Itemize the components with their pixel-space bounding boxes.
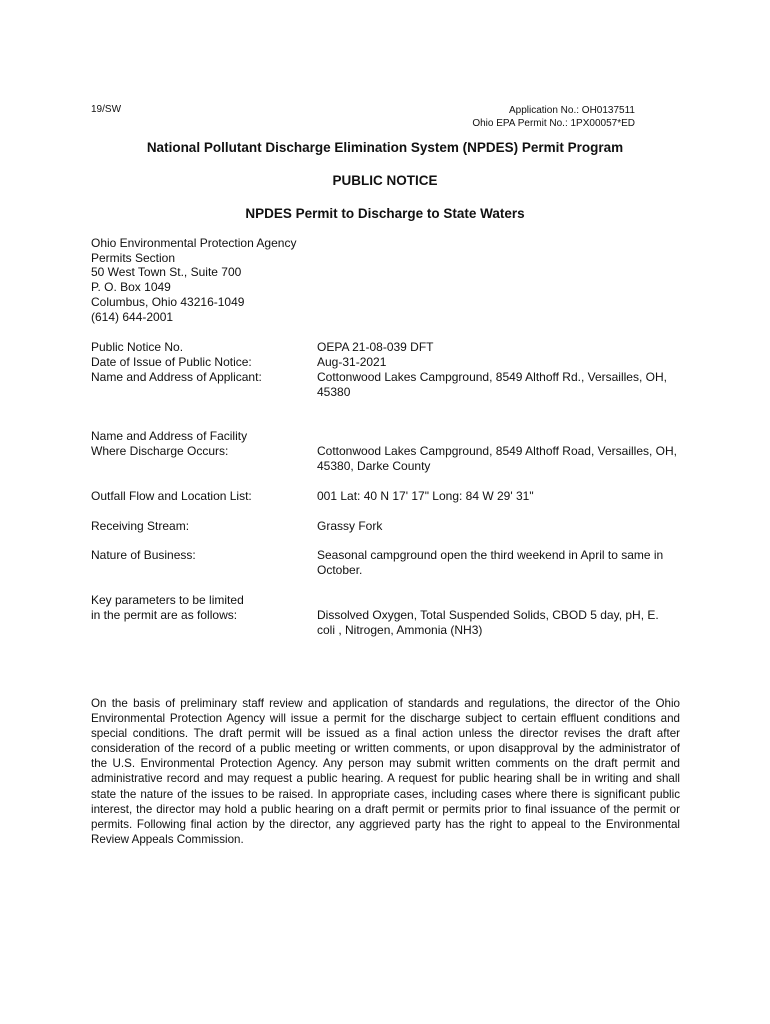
field-label: in the permit are as follows: bbox=[91, 608, 238, 622]
field-label: Name and Address of Facility bbox=[91, 429, 248, 443]
address-line: P. O. Box 1049 bbox=[91, 280, 171, 295]
address-line: Permits Section bbox=[91, 250, 176, 265]
epa-permit-number: Ohio EPA Permit No.: 1PX00057*ED bbox=[472, 118, 635, 129]
field-value: Aug-31-2021 bbox=[317, 355, 387, 369]
field-label-group bbox=[91, 429, 311, 459]
field-label: Name and Address of Applicant: bbox=[91, 370, 262, 384]
field-label: Outfall Flow and Location List: bbox=[91, 489, 252, 503]
field-label: Key parameters to be limited bbox=[91, 593, 244, 607]
field-label: Date of Issue of Public Notice: bbox=[91, 355, 252, 369]
address-line: Ohio Environmental Protection Agency bbox=[91, 236, 297, 250]
field-label: Receiving Stream: bbox=[91, 519, 190, 533]
field-value: OEPA 21-08-039 DFT bbox=[317, 340, 434, 354]
permit-identifiers bbox=[472, 104, 635, 130]
field-value: Cottonwood Lakes Campground, 8549 Althoff Rd., Versailles, OH, 45380 bbox=[317, 370, 667, 399]
field-value: Grassy Fork bbox=[317, 519, 383, 533]
field-value: 001 Lat: 40 N 17' 17" Long: 84 W 29' 31" bbox=[317, 489, 534, 503]
field-label-group bbox=[91, 593, 311, 623]
field-value: Cottonwood Lakes Campground, 8549 Althoff Road, Versailles, OH, 45380, Darke County bbox=[317, 444, 677, 473]
address-line: (614) 644-2001 bbox=[91, 309, 174, 324]
address-line: Columbus, Ohio 43216-1049 bbox=[91, 294, 245, 309]
field-label: Public Notice No. bbox=[91, 340, 184, 354]
agency-address bbox=[91, 236, 296, 324]
program-title: National Pollutant Discharge Elimination System (NPDES) Permit Program bbox=[146, 140, 624, 155]
notice-body-paragraph: On the basis of preliminary staff review and application of standards and regulations, the director of the Ohio Environmental Protection Agency will issue a permit for the discharge subject to certain effluent conditions and special conditions. The draft permit will be issued as a final action unless the director revises the draft after consideration of the record of a public meeting or written comments, or upon disapproval by the administrator of the U.S. Environmental Protection Agency. Any person may submit written comments on the draft permit and administrative record and may request a public hearing. A request for public hearing shall be in writing and shall state the nature of the issues to be raised. In appropriate cases, including cases where there is significant public interest, the director may hold a public hearing on a draft permit or permits prior to final issuance of the permit or permits. Following final action by the director, any aggrieved party has the right to appeal to the Environmental Review Appeals Commission. bbox=[91, 697, 680, 846]
field-value: Dissolved Oxygen, Total Suspended Solids, CBOD 5 day, pH, E. coli , Nitrogen, Ammonia (NH3) bbox=[317, 608, 659, 637]
permit-title: NPDES Permit to Discharge to State Waters bbox=[245, 206, 525, 221]
field-value: Seasonal campground open the third weekend in April to same in October. bbox=[317, 548, 664, 577]
application-number: Application No.: OH0137511 bbox=[508, 105, 635, 116]
document-code: 19/SW bbox=[91, 104, 122, 115]
address-line: 50 West Town St., Suite 700 bbox=[91, 265, 242, 280]
field-label: Nature of Business: bbox=[91, 548, 196, 562]
field-label: Where Discharge Occurs: bbox=[91, 444, 229, 458]
notice-title: PUBLIC NOTICE bbox=[332, 173, 438, 188]
